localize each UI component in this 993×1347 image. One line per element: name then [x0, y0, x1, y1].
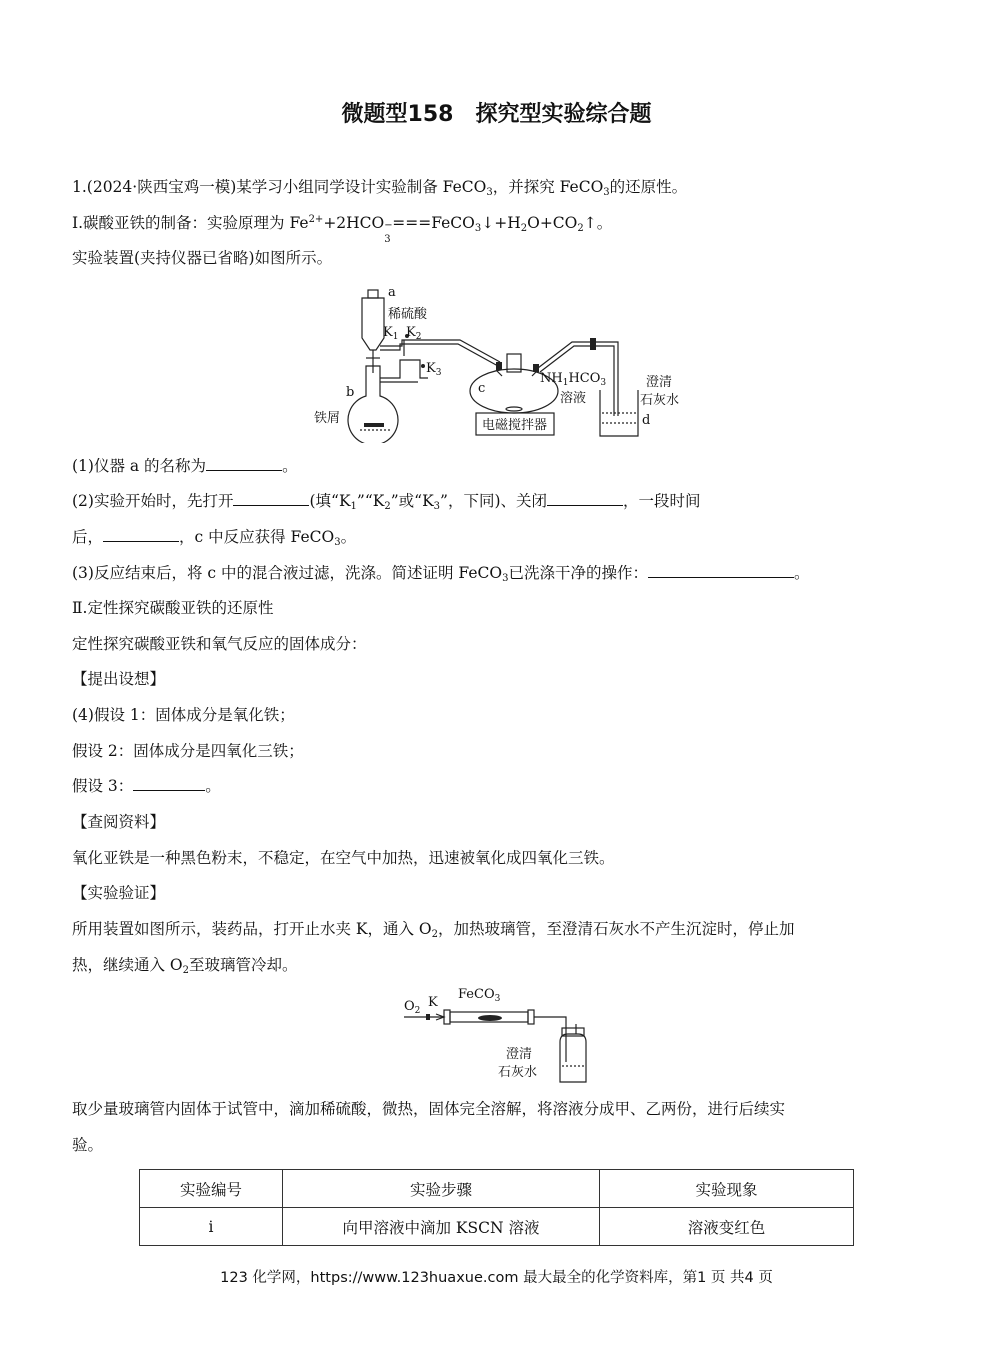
label-b: b — [346, 385, 355, 400]
apparatus-note: 实验装置(夹持仪器已省略)如图所示。 — [72, 249, 333, 267]
label-solution: 溶液 — [560, 391, 587, 406]
label-o2: $O_2$ — [404, 999, 421, 1016]
apparatus-diagram-1 — [300, 278, 700, 443]
label-feco3: FeCO$_3$ — [458, 987, 501, 1004]
heading-references: 【查阅资料】 — [72, 813, 166, 831]
funnel-stopper — [368, 290, 378, 298]
reference-text: 氧化亚铁是一种黑色粉末，不稳定，在空气中加热，迅速被氧化成四氧化三铁。 — [72, 849, 615, 867]
label-iron-filings: 铁屑 — [314, 411, 341, 426]
part-1: (1)仪器 a 的名称为 。 — [72, 457, 298, 475]
label-limewater: 石灰水 — [640, 393, 680, 408]
label-stirrer: 电磁搅拌器 — [482, 418, 548, 433]
heading-hypothesis: 【提出设想】 — [72, 670, 166, 688]
table-cell: 溶液变红色 — [600, 1208, 854, 1246]
gas-washing-bottle — [560, 1034, 586, 1082]
answer-blank-3[interactable] — [648, 563, 794, 578]
table-row — [140, 1208, 854, 1246]
label-clear: 澄清 — [506, 1047, 533, 1062]
label-k3: $K_3$ — [426, 361, 442, 378]
part-2-line-2: 后， ，c 中反应获得 FeCO$_3$。 — [72, 528, 357, 548]
label-a: a — [388, 285, 396, 300]
question-intro: 1.(2024·陕西宝鸡一模)某学习小组同学设计实验制备 FeCO$_3$，并探究 FeCO$_3$的还原性。 — [72, 178, 688, 198]
part-3: (3)反应结束后，将 c 中的混合液过滤，洗涤。简述证明 FeCO$_3$已洗涤干净的操作： 。 — [72, 564, 810, 584]
label-k2: $K_2$ — [406, 325, 422, 342]
table-header-cell: 实验现象 — [600, 1170, 854, 1208]
hypothesis-1: (4)假设 1：固体成分是氧化铁； — [72, 706, 295, 724]
label-dilute-sulfuric-acid: 稀硫酸 — [388, 307, 428, 322]
procedure-line-2: 验。 — [72, 1136, 104, 1154]
section-2-desc: 定性探究碳酸亚铁和氧气反应的固体成分： — [72, 635, 367, 653]
apparatus-diagram-2 — [400, 984, 600, 1088]
label-k: K — [428, 995, 438, 1010]
answer-blank-2c[interactable] — [103, 527, 179, 542]
part-2-line-1: (2)实验开始时，先打开 (填“$K_1”“K_2$”或“$K_3$”，下同)、关闭 ，一段时间 — [72, 492, 701, 512]
table-cell: 向甲溶液中滴加 KSCN 溶液 — [283, 1208, 600, 1246]
procedure-line-1: 取少量玻璃管内固体于试管中，滴加稀硫酸，微热，固体完全溶解，将溶液分成甲、乙两份，进行后续实 — [72, 1100, 786, 1118]
section-2-heading: Ⅱ.定性探究碳酸亚铁的还原性 — [72, 599, 274, 617]
page-title: 微题型158 探究型实验综合题 — [341, 102, 652, 127]
label-k1: $K_1$ — [383, 325, 399, 342]
verification-line-1: 所用装置如图所示，装药品，打开止水夹 K，通入 $O_2$，加热玻璃管，至澄清石灰水不产生沉淀时，停止加 — [72, 920, 795, 940]
answer-blank-2b[interactable] — [547, 491, 623, 506]
hypothesis-3: 假设 3： 。 — [72, 777, 221, 795]
table-header-cell: 实验步骤 — [283, 1170, 600, 1208]
section-1-principle: Ⅰ.碳酸亚铁的制备：实验原理为 $Fe^{2+}+2HCO$ − 3 $===FeCO_3↓+H_2O+CO_2↑$。 — [72, 214, 613, 245]
heading-verification: 【实验验证】 — [72, 884, 166, 902]
answer-blank-2a[interactable] — [233, 491, 309, 506]
page-footer: 123 化学网，https://www.123huaxue.com 最大最全的化学资料库，第1 页 共4 页 — [220, 1270, 773, 1286]
verification-line-2: 热，继续通入 $O_2$至玻璃管冷却。 — [72, 956, 298, 976]
label-limewater: 石灰水 — [498, 1065, 538, 1080]
answer-blank-4[interactable] — [133, 776, 205, 791]
table-header-row — [140, 1170, 854, 1208]
table-header-cell: 实验编号 — [140, 1170, 283, 1208]
dropping-funnel — [362, 298, 384, 350]
label-clear: 澄清 — [646, 375, 673, 390]
hypothesis-2: 假设 2：固体成分是四氧化三铁； — [72, 742, 304, 760]
experiment-table — [139, 1169, 854, 1246]
table-cell: i — [140, 1208, 283, 1246]
label-c: c — [478, 381, 486, 396]
label-nh4hco3: $NH_1HCO_3$ — [540, 371, 607, 388]
answer-blank-1[interactable] — [206, 456, 282, 471]
label-d: d — [642, 413, 651, 428]
